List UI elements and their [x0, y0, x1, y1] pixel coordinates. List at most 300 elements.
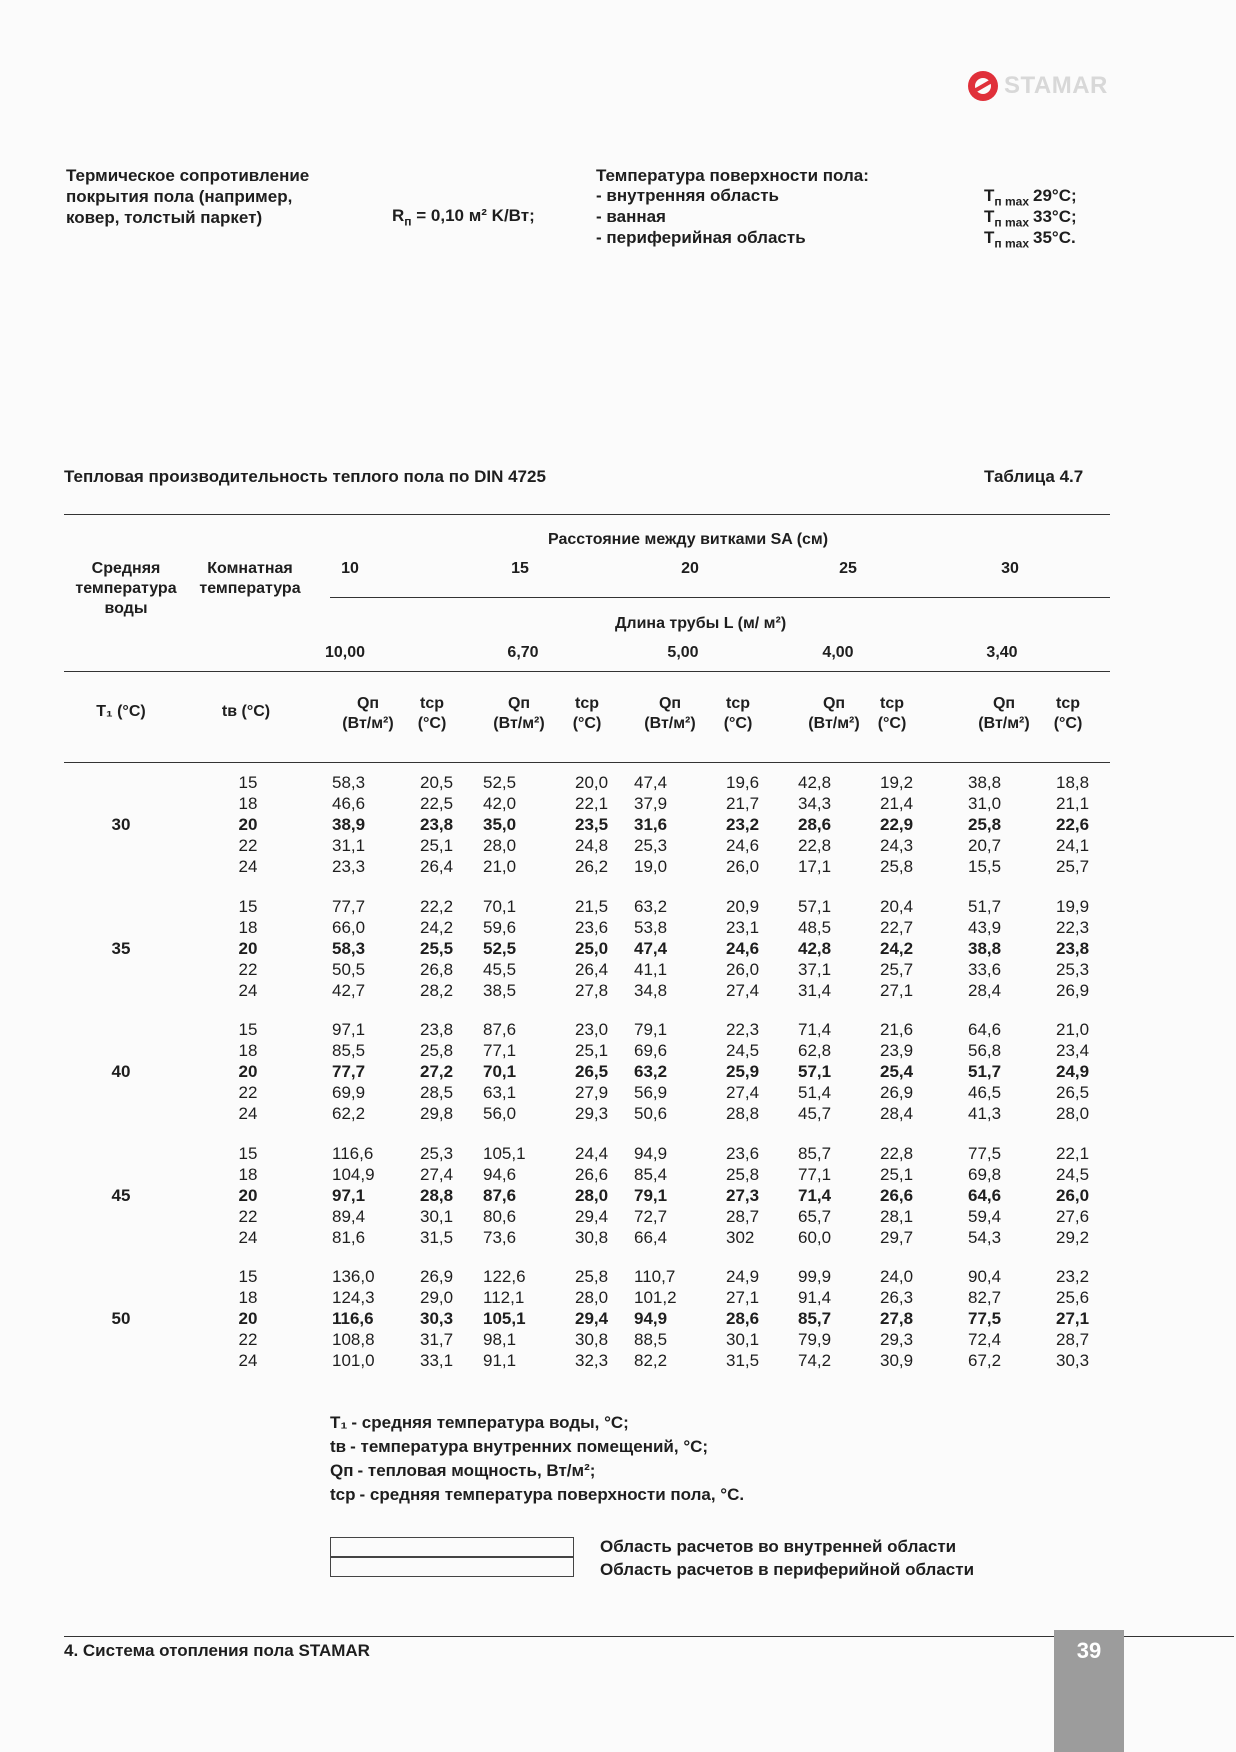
note-row [330, 1484, 744, 1508]
heat-output-cell: 105,1 [483, 1144, 526, 1163]
surface-temp-cell: 25,4 [880, 1062, 914, 1081]
heat-output-cell: 42,7 [332, 981, 366, 1000]
heat-output-cell: 31,4 [798, 981, 832, 1000]
heat-output-cell: 79,1 [634, 1020, 668, 1039]
col-t-unit: (°C) [1053, 715, 1083, 732]
surface-temp-cell: 20,0 [575, 773, 609, 792]
room-temp-cell: 15 [238, 1267, 258, 1286]
col-q-unit: (Вт/м²) [342, 715, 394, 732]
note-row [330, 1436, 744, 1460]
surface-temp-cell: 31,7 [420, 1330, 454, 1349]
heat-output-cell: 47,4 [634, 939, 668, 958]
heat-output-cell: 60,0 [798, 1228, 832, 1247]
surface-temp-cell: 22,7 [880, 918, 914, 937]
surface-temp-cell: 23,6 [575, 918, 609, 937]
col-q-1 [481, 694, 557, 734]
surface-temp-cell: 22,8 [880, 1144, 914, 1163]
heat-output-cell: 110,7 [634, 1267, 676, 1286]
surface-temp-cell: 24,4 [575, 1144, 609, 1163]
col-q-4 [966, 694, 1042, 734]
heat-output-cell: 69,6 [634, 1041, 668, 1060]
surface-temp-cell: 26,9 [420, 1267, 454, 1286]
surface-temp-cell: 26,5 [575, 1062, 609, 1081]
resistance-value-text: = 0,10 м² K/Вт; [416, 206, 535, 225]
heat-output-cell: 52,5 [483, 773, 517, 792]
heat-output-cell: 94,6 [483, 1165, 517, 1184]
col-q-unit: (Вт/м²) [493, 715, 545, 732]
surface-temp-cell: 23,0 [575, 1020, 609, 1039]
surface-temp-cell: 25,3 [420, 1144, 454, 1163]
heat-output-cell: 59,6 [483, 918, 517, 937]
zone-temp: 35°C. [1033, 228, 1076, 247]
note-symbol: tв [330, 1437, 347, 1456]
surface-temp-cell: 28,2 [420, 981, 454, 1000]
heat-output-cell: 85,5 [332, 1041, 366, 1060]
heat-output-cell: 97,1 [332, 1020, 366, 1039]
surface-temp-cell: 27,9 [575, 1083, 609, 1102]
surface-temp-cell: 26,4 [575, 960, 609, 979]
room-temp-cell: 15 [238, 773, 258, 792]
surface-temp-cell: 25,7 [880, 960, 914, 979]
surface-temp-cell: 26,4 [420, 857, 454, 876]
room-temp-cell: 24 [238, 1228, 258, 1247]
surface-temp-cell: 28,6 [726, 1309, 760, 1328]
surface-temp-cell: 23,2 [1056, 1267, 1090, 1286]
note-symbol: tср [330, 1485, 356, 1504]
surface-zone-row [596, 227, 1096, 251]
length-title: Длина трубы L (м/ м²) [615, 615, 787, 632]
heat-output-cell: 67,2 [968, 1351, 1002, 1370]
surface-zone-label: - периферийная область [596, 228, 806, 247]
heat-output-cell: 69,8 [968, 1165, 1002, 1184]
heat-output-cell: 45,5 [483, 960, 517, 979]
room-temp-cell: 18 [238, 1041, 258, 1060]
room-temp-cell: 22 [238, 1330, 258, 1349]
room-temp-cell: 15 [238, 1020, 258, 1039]
surface-temp-cell: 23,8 [1056, 939, 1090, 958]
group-t1-30: 30 [111, 815, 131, 834]
heat-output-cell: 82,7 [968, 1288, 1002, 1307]
surface-temp-cell: 27,3 [726, 1186, 760, 1205]
surface-temp-cell: 22,3 [1056, 918, 1090, 937]
room-temp-cell: 18 [238, 794, 258, 813]
surface-temp-cell: 27,8 [880, 1309, 914, 1328]
heat-output-cell: 52,5 [483, 939, 517, 958]
heat-output-cell: 89,4 [332, 1207, 366, 1226]
heat-output-cell: 28,4 [968, 981, 1002, 1000]
surface-temp-cell: 20,4 [880, 897, 914, 916]
heat-output-cell: 124,3 [332, 1288, 375, 1307]
heat-output-cell: 45,7 [798, 1104, 832, 1123]
col-q-unit: (Вт/м²) [644, 715, 696, 732]
head-avg-2: температура [75, 580, 177, 597]
heat-output-cell: 71,4 [798, 1020, 832, 1039]
heat-output-cell: 31,1 [332, 836, 366, 855]
legend-outer-text: Область расчетов в периферийной области [600, 1560, 975, 1579]
heat-output-cell: 31,0 [968, 794, 1002, 813]
surface-temp-cell: 25,8 [575, 1267, 609, 1286]
surface-temp-cell: 23,6 [726, 1144, 760, 1163]
pipe-length-1: 6,70 [507, 644, 539, 661]
heat-output-cell: 41,3 [968, 1104, 1002, 1123]
heat-output-cell: 56,8 [968, 1041, 1002, 1060]
heat-output-cell: 63,2 [634, 897, 668, 916]
heat-output-cell: 48,5 [798, 918, 832, 937]
heat-output-cell: 77,5 [968, 1144, 1002, 1163]
heat-output-cell: 97,1 [332, 1186, 366, 1205]
stamar-logo-icon [968, 71, 998, 101]
tmax-sub: п max [994, 236, 1029, 251]
heat-output-cell: 62,8 [798, 1041, 832, 1060]
surface-temp-cell: 28,4 [880, 1104, 914, 1123]
surface-temp-cell: 30,1 [420, 1207, 454, 1226]
col-q-label: Qп [658, 695, 682, 712]
heat-output-cell: 72,7 [634, 1207, 668, 1226]
col-t1: T₁ (°C) [96, 703, 146, 720]
surface-temp-cell: 22,5 [420, 794, 454, 813]
heat-output-cell: 28,6 [798, 815, 832, 834]
heat-output-cell: 70,1 [483, 897, 517, 916]
surface-temp-cell: 25,8 [880, 857, 914, 876]
heat-output-cell: 105,1 [483, 1309, 526, 1328]
note-symbol: Qп [330, 1461, 354, 1480]
tmax-sub: п max [994, 194, 1029, 209]
surface-temp-cell: 27,4 [726, 1083, 760, 1102]
heat-output-cell: 28,0 [483, 836, 517, 855]
heat-output-cell: 57,1 [798, 897, 832, 916]
pipe-length-0: 10,00 [324, 644, 366, 661]
heat-output-cell: 98,1 [483, 1330, 517, 1349]
col-q-0 [330, 694, 406, 734]
surface-temp-cell: 25,3 [1056, 960, 1090, 979]
col-q-label: Qп [992, 695, 1016, 712]
surface-temp-cell: 23,4 [1056, 1041, 1090, 1060]
spacing-15: 15 [511, 560, 529, 577]
surface-temp-cell: 22,2 [420, 897, 454, 916]
header-average-water-temp [66, 559, 186, 619]
group-t1-45: 45 [111, 1186, 131, 1205]
heat-output-cell: 34,8 [634, 981, 668, 1000]
heat-output-cell: 56,9 [634, 1083, 668, 1102]
surface-temp-cell: 20,5 [420, 773, 454, 792]
heat-output-cell: 73,6 [483, 1228, 517, 1247]
surface-temp-cell: 19,2 [880, 773, 914, 792]
heat-output-cell: 38,5 [483, 981, 517, 1000]
surface-temp-cell: 21,6 [880, 1020, 914, 1039]
heat-output-cell: 41,1 [634, 960, 668, 979]
heat-output-cell: 91,4 [798, 1288, 832, 1307]
heat-output-cell: 116,6 [332, 1309, 374, 1328]
room-temp-cell: 22 [238, 836, 258, 855]
surface-temp-cell: 28,0 [575, 1186, 609, 1205]
surface-temp-cell: 25,7 [1056, 857, 1090, 876]
col-t-unit: (°C) [417, 715, 447, 732]
heat-output-cell: 136,0 [332, 1267, 375, 1286]
heat-output-cell: 51,7 [968, 1062, 1002, 1081]
col-q-3 [796, 694, 872, 734]
surface-temp-cell: 26,0 [726, 857, 760, 876]
heat-output-cell: 20,7 [968, 836, 1002, 855]
surface-temp-cell: 25,8 [420, 1041, 454, 1060]
header-rule [64, 671, 1110, 672]
surface-temp-cell: 29,3 [575, 1104, 609, 1123]
surface-temp-cell: 25,6 [1056, 1288, 1090, 1307]
note-row [330, 1412, 744, 1436]
heat-output-cell: 43,9 [968, 918, 1002, 937]
surface-zone-row [596, 206, 1096, 230]
heat-output-cell: 104,9 [332, 1165, 375, 1184]
col-t-4 [1046, 694, 1090, 734]
heat-output-cell: 23,3 [332, 857, 366, 876]
heat-output-cell: 42,8 [798, 939, 832, 958]
heat-output-cell: 70,1 [483, 1062, 517, 1081]
room-temp-cell: 22 [238, 1083, 258, 1102]
spacing-20: 20 [681, 560, 699, 577]
heat-output-cell: 91,1 [483, 1351, 517, 1370]
surface-temp-cell: 27,2 [420, 1062, 454, 1081]
heat-output-cell: 87,6 [483, 1020, 517, 1039]
room-temp-cell: 22 [238, 1207, 258, 1226]
heat-output-cell: 74,2 [798, 1351, 832, 1370]
heat-output-cell: 56,0 [483, 1104, 517, 1123]
surface-temp-cell: 28,5 [420, 1083, 454, 1102]
heat-output-cell: 33,6 [968, 960, 1002, 979]
spacing-title: Расстояние между витками SA (см) [548, 531, 829, 548]
room-temp-cell: 15 [238, 1144, 258, 1163]
room-temp-cell: 20 [238, 1309, 258, 1328]
surface-temp-cell: 27,4 [726, 981, 760, 1000]
surface-temp-cell: 27,4 [420, 1165, 454, 1184]
resistance-line-1: Термическое сопротивление [66, 166, 310, 185]
heat-output-cell: 94,9 [634, 1144, 668, 1163]
heat-output-cell: 59,4 [968, 1207, 1002, 1226]
surface-temp-cell: 32,3 [575, 1351, 609, 1370]
surface-temp-cell: 24,3 [880, 836, 914, 855]
resistance-line-2: покрытия пола (например, [66, 187, 293, 206]
heat-output-cell: 51,7 [968, 897, 1002, 916]
surface-temp-cell: 30,8 [575, 1228, 609, 1247]
surface-temp-cell: 29,3 [880, 1330, 914, 1349]
heat-output-cell: 35,0 [483, 815, 517, 834]
heat-output-cell: 51,4 [798, 1083, 832, 1102]
resistance-description [66, 165, 366, 228]
spacing-rule [330, 597, 1110, 598]
heat-output-cell: 90,4 [968, 1267, 1002, 1286]
col-t-label: tср [1056, 695, 1080, 712]
surface-temp-cell: 21,1 [1056, 794, 1090, 813]
heat-output-cell: 77,5 [968, 1309, 1002, 1328]
pipe-length-4: 3,40 [986, 644, 1018, 661]
surface-temp-cell: 29,8 [420, 1104, 454, 1123]
surface-temp-cell: 28,8 [420, 1186, 454, 1205]
pipe-length-3: 4,00 [822, 644, 854, 661]
heat-output-cell: 87,6 [483, 1186, 517, 1205]
surface-temp-cell: 30,8 [575, 1330, 609, 1349]
col-tb: tв (°C) [221, 703, 271, 720]
head-avg-1: Средняя [91, 560, 161, 577]
heat-output-cell: 25,3 [634, 836, 668, 855]
surface-temp-cell: 29,4 [575, 1309, 609, 1328]
group-t1-35: 35 [111, 939, 131, 958]
resistance-line-3: ковер, толстый паркет) [66, 208, 263, 227]
col-t-unit: (°C) [572, 715, 602, 732]
heat-output-cell: 85,7 [798, 1144, 832, 1163]
surface-temp-cell: 25,9 [726, 1062, 760, 1081]
heat-output-cell: 77,1 [483, 1041, 517, 1060]
room-temp-cell: 18 [238, 1165, 258, 1184]
note-text: - средняя температура поверхности пола, °C. [359, 1485, 745, 1504]
col-t-unit: (°C) [723, 715, 753, 732]
surface-temp-cell: 24,9 [726, 1267, 760, 1286]
heat-output-cell: 108,8 [332, 1330, 375, 1349]
surface-temp-cell: 28,1 [880, 1207, 914, 1226]
heat-output-cell: 15,5 [968, 857, 1002, 876]
surface-temp-cell: 21,7 [726, 794, 760, 813]
surface-temp-cell: 31,5 [420, 1228, 454, 1247]
heat-output-cell: 85,4 [634, 1165, 668, 1184]
room-temp-cell: 22 [238, 960, 258, 979]
tmax-symbol: T [984, 186, 995, 205]
note-text: - средняя температура воды, °C; [351, 1413, 629, 1432]
surface-temp-cell: 22,1 [575, 794, 609, 813]
col-q-label: Qп [822, 695, 846, 712]
surface-temp-cell: 25,1 [420, 836, 454, 855]
heat-output-cell: 99,9 [798, 1267, 832, 1286]
surface-temp-cell: 24,8 [575, 836, 609, 855]
surface-temp-cell: 30,3 [420, 1309, 454, 1328]
surface-temp-cell: 25,1 [880, 1165, 914, 1184]
surface-temp-cell: 28,0 [575, 1288, 609, 1307]
surface-temp-cell: 24,5 [726, 1041, 760, 1060]
heat-output-cell: 85,7 [798, 1309, 832, 1328]
heat-output-cell: 77,1 [798, 1165, 832, 1184]
col-q-unit: (Вт/м²) [978, 715, 1030, 732]
surface-temp-cell: 23,5 [575, 815, 609, 834]
spacing-10: 10 [341, 560, 359, 577]
surface-temp-cell: 33,1 [420, 1351, 454, 1370]
col-q-label: Qп [507, 695, 531, 712]
heat-output-cell: 38,8 [968, 939, 1002, 958]
heat-output-cell: 64,6 [968, 1186, 1002, 1205]
heat-output-cell: 69,9 [332, 1083, 366, 1102]
room-temp-cell: 20 [238, 939, 258, 958]
surface-temp-cell: 22,9 [880, 815, 914, 834]
heat-output-cell: 82,2 [634, 1351, 668, 1370]
surface-temp-cell: 24,6 [726, 939, 760, 958]
room-temp-cell: 24 [238, 857, 258, 876]
surface-temp-cell: 26,9 [1056, 981, 1090, 1000]
heat-output-cell: 101,0 [332, 1351, 375, 1370]
heat-output-cell: 38,9 [332, 815, 366, 834]
room-temp-cell: 24 [238, 981, 258, 1000]
heat-output-cell: 62,2 [332, 1104, 366, 1123]
heat-output-cell: 22,8 [798, 836, 832, 855]
heat-output-cell: 79,9 [798, 1330, 832, 1349]
head-room-1: Комнатная [207, 560, 293, 577]
surface-temp-cell: 21,5 [575, 897, 609, 916]
tmax-sub: п max [994, 215, 1029, 230]
surface-temp-cell: 29,4 [575, 1207, 609, 1226]
surface-temp-cell: 27,1 [880, 981, 914, 1000]
heat-output-cell: 77,7 [332, 897, 366, 916]
group-t1-50: 50 [111, 1309, 131, 1328]
notes [330, 1412, 744, 1508]
heat-output-cell: 42,0 [483, 794, 517, 813]
room-temp-cell: 20 [238, 1186, 258, 1205]
surface-temp-cell: 22,3 [726, 1020, 760, 1039]
surface-temp-cell: 19,9 [1056, 897, 1090, 916]
heat-output-cell: 25,8 [968, 815, 1002, 834]
head-room-2: температура [199, 580, 301, 597]
page-number: 39 [1076, 1638, 1102, 1663]
heat-output-cell: 94,9 [634, 1309, 668, 1328]
heat-output-cell: 71,4 [798, 1186, 832, 1205]
room-temp-cell: 20 [238, 1062, 258, 1081]
heat-output-cell: 37,1 [798, 960, 832, 979]
room-temp-cell: 20 [238, 815, 258, 834]
surface-temp-zones [596, 185, 1096, 251]
heat-output-cell: 58,3 [332, 939, 366, 958]
surface-temp-cell: 19,6 [726, 773, 760, 792]
heat-output-cell: 42,8 [798, 773, 832, 792]
heat-output-cell: 116,6 [332, 1144, 374, 1163]
col-t-3 [870, 694, 914, 734]
heat-output-cell: 58,3 [332, 773, 366, 792]
pipe-length-2: 5,00 [667, 644, 699, 661]
surface-temp-cell: 28,8 [726, 1104, 760, 1123]
surface-temp-cell: 23,9 [880, 1041, 914, 1060]
col-t-1 [565, 694, 609, 734]
head-avg-3: воды [104, 600, 148, 617]
zone-temp: 29°C; [1033, 186, 1077, 205]
resistance-value [392, 205, 535, 232]
group-t1-40: 40 [111, 1062, 131, 1081]
note-symbol: T₁ [330, 1413, 348, 1432]
stamar-logo [968, 66, 1108, 106]
page-number-tab [1054, 1630, 1124, 1752]
surface-temp-cell: 28,7 [1056, 1330, 1090, 1349]
surface-temp-cell: 30,1 [726, 1330, 760, 1349]
surface-temp-cell: 28,0 [1056, 1104, 1090, 1123]
surface-temp-cell: 28,7 [726, 1207, 760, 1226]
heat-output-cell: 57,1 [798, 1062, 832, 1081]
col-t-label: tср [575, 695, 599, 712]
note-row [330, 1460, 744, 1484]
col-t-unit: (°C) [877, 715, 907, 732]
table-number: Таблица 4.7 [984, 467, 1084, 486]
heat-output-cell: 19,0 [634, 857, 668, 876]
surface-temp-cell: 26,5 [1056, 1083, 1090, 1102]
surface-temp-cell: 24,5 [1056, 1165, 1090, 1184]
surface-temp-cell: 26,0 [1056, 1186, 1090, 1205]
surface-temp-cell: 27,1 [1056, 1309, 1090, 1328]
surface-temp-cell: 25,1 [575, 1041, 609, 1060]
heat-output-cell: 50,6 [634, 1104, 668, 1123]
heat-output-cell: 66,4 [634, 1228, 668, 1247]
heat-output-cell: 46,5 [968, 1083, 1002, 1102]
header-room-temp [188, 559, 312, 599]
heat-output-cell: 53,8 [634, 918, 668, 937]
room-temp-cell: 15 [238, 897, 258, 916]
heat-output-cell: 112,1 [483, 1288, 525, 1307]
surface-zone-row [596, 185, 1096, 209]
surface-temp-cell: 26,9 [880, 1083, 914, 1102]
col-t-label: tср [726, 695, 750, 712]
surface-temp-cell: 24,2 [880, 939, 914, 958]
surface-temp-cell: 23,1 [726, 918, 760, 937]
surface-temp-cell: 29,7 [880, 1228, 914, 1247]
heat-output-cell: 66,0 [332, 918, 366, 937]
